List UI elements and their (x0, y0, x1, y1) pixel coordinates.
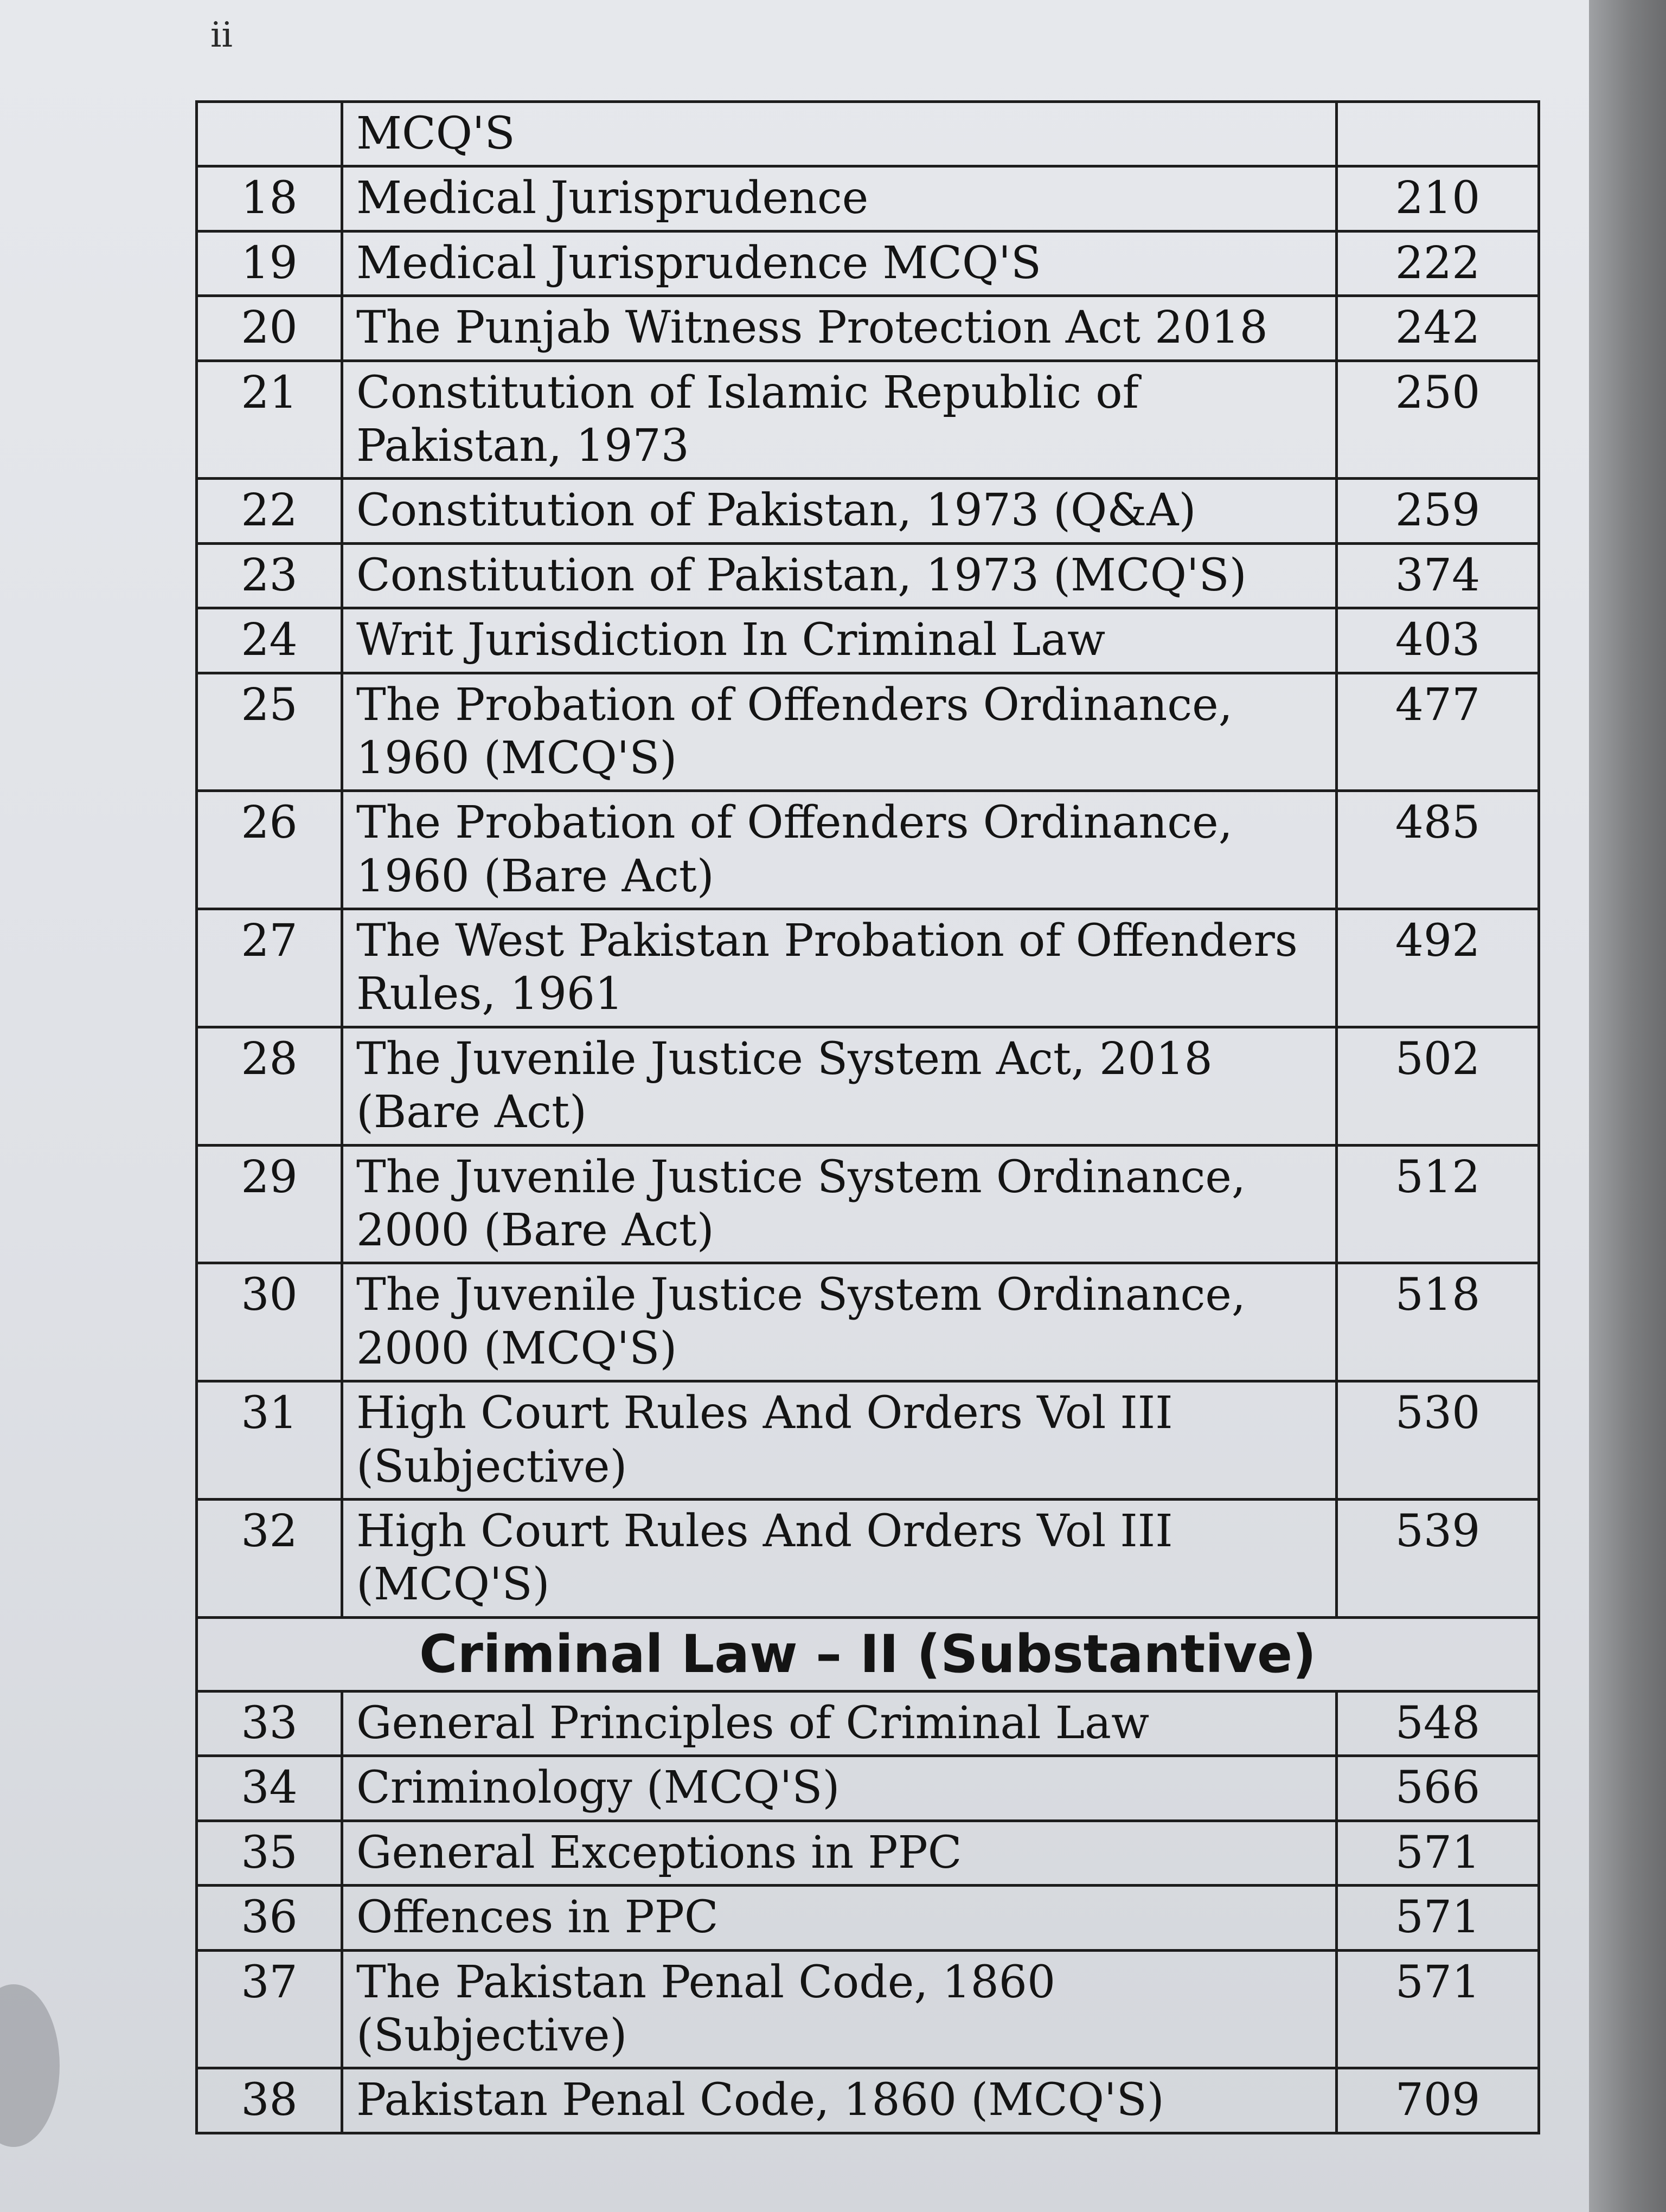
entry-page: 210 (1337, 166, 1539, 231)
entry-title: Pakistan Penal Code, 1860 (MCQ'S) (342, 2068, 1337, 2133)
entry-page (1337, 102, 1539, 166)
entry-number (197, 102, 342, 166)
table-row (197, 231, 1539, 295)
entry-number: 23 (197, 543, 342, 608)
entry-page: 530 (1337, 1381, 1539, 1500)
entry-title: Criminology (MCQ'S) (342, 1756, 1337, 1821)
entry-title: Writ Jurisdiction In Criminal Law (342, 608, 1337, 673)
table-row (197, 102, 1539, 166)
entry-page: 571 (1337, 1950, 1539, 2068)
entry-page: 566 (1337, 1756, 1539, 1821)
entry-page: 477 (1337, 673, 1539, 791)
table-row (197, 1027, 1539, 1145)
entry-number: 27 (197, 909, 342, 1027)
entry-page: 485 (1337, 791, 1539, 909)
section-row (197, 1617, 1539, 1691)
entry-title: The West Pakistan Probation of Offenders Rules, 1961 (342, 909, 1337, 1027)
table-row (197, 909, 1539, 1027)
entry-number: 29 (197, 1145, 342, 1263)
book-edge (1589, 0, 1666, 2212)
entry-page: 548 (1337, 1691, 1539, 1756)
entry-number: 22 (197, 479, 342, 543)
entry-page: 502 (1337, 1027, 1539, 1145)
entry-page: 222 (1337, 231, 1539, 295)
entry-page: 709 (1337, 2068, 1539, 2133)
entry-page: 571 (1337, 1821, 1539, 1885)
entry-title: The Probation of Offenders Ordinance, 1960 (MCQ'S) (342, 673, 1337, 791)
table-row (197, 166, 1539, 231)
entry-title: The Punjab Witness Protection Act 2018 (342, 296, 1337, 361)
table-row (197, 1821, 1539, 1885)
entry-title: Constitution of Pakistan, 1973 (Q&A) (342, 479, 1337, 543)
table-row (197, 2068, 1539, 2133)
table-row (197, 608, 1539, 673)
entry-title: The Probation of Offenders Ordinance, 1960 (Bare Act) (342, 791, 1337, 909)
entry-page: 259 (1337, 479, 1539, 543)
table-row (197, 296, 1539, 361)
entry-number: 24 (197, 608, 342, 673)
entry-title: High Court Rules And Orders Vol III (Subjective) (342, 1381, 1337, 1500)
entry-title: The Pakistan Penal Code, 1860 (Subjective) (342, 1950, 1337, 2068)
table-row (197, 1145, 1539, 1263)
table-row (197, 673, 1539, 791)
entry-number: 31 (197, 1381, 342, 1500)
entry-number: 35 (197, 1821, 342, 1885)
table-row (197, 1691, 1539, 1756)
entry-number: 20 (197, 296, 342, 361)
entry-number: 28 (197, 1027, 342, 1145)
entry-title: Medical Jurisprudence (342, 166, 1337, 231)
entry-title: MCQ'S (342, 102, 1337, 166)
entry-page: 250 (1337, 361, 1539, 479)
entry-title: Medical Jurisprudence MCQ'S (342, 231, 1337, 295)
entry-page: 403 (1337, 608, 1539, 673)
table-row (197, 1381, 1539, 1500)
entry-title: General Principles of Criminal Law (342, 1691, 1337, 1756)
entry-number: 30 (197, 1263, 342, 1381)
section-heading: Criminal Law – II (Substantive) (197, 1617, 1539, 1691)
table-row (197, 1950, 1539, 2068)
thumb-shadow (0, 1984, 60, 2147)
entry-number: 33 (197, 1691, 342, 1756)
entry-page: 374 (1337, 543, 1539, 608)
table-row (197, 1886, 1539, 1950)
entry-title: Constitution of Islamic Republic of Pakistan, 1973 (342, 361, 1337, 479)
table-row (197, 791, 1539, 909)
table-row (197, 1756, 1539, 1821)
entry-title: High Court Rules And Orders Vol III (MCQ'S) (342, 1499, 1337, 1617)
page-folio: ii (210, 15, 233, 55)
entry-number: 19 (197, 231, 342, 295)
table-row (197, 1263, 1539, 1381)
entry-title: General Exceptions in PPC (342, 1821, 1337, 1885)
entry-page: 539 (1337, 1499, 1539, 1617)
entry-title: Constitution of Pakistan, 1973 (MCQ'S) (342, 543, 1337, 608)
entry-page: 242 (1337, 296, 1539, 361)
entry-number: 21 (197, 361, 342, 479)
entry-number: 37 (197, 1950, 342, 2068)
entry-title: Offences in PPC (342, 1886, 1337, 1950)
contents-table (195, 100, 1540, 2134)
entry-number: 32 (197, 1499, 342, 1617)
entry-page: 518 (1337, 1263, 1539, 1381)
entry-page: 492 (1337, 909, 1539, 1027)
table-row (197, 479, 1539, 543)
entry-page: 512 (1337, 1145, 1539, 1263)
entry-title: The Juvenile Justice System Ordinance, 2000 (MCQ'S) (342, 1263, 1337, 1381)
entry-page: 571 (1337, 1886, 1539, 1950)
table-row (197, 543, 1539, 608)
entry-number: 36 (197, 1886, 342, 1950)
entry-title: The Juvenile Justice System Act, 2018 (Bare Act) (342, 1027, 1337, 1145)
table-row (197, 361, 1539, 479)
entry-number: 26 (197, 791, 342, 909)
entry-number: 34 (197, 1756, 342, 1821)
entry-title: The Juvenile Justice System Ordinance, 2000 (Bare Act) (342, 1145, 1337, 1263)
entry-number: 25 (197, 673, 342, 791)
table-row (197, 1499, 1539, 1617)
entry-number: 18 (197, 166, 342, 231)
entry-number: 38 (197, 2068, 342, 2133)
